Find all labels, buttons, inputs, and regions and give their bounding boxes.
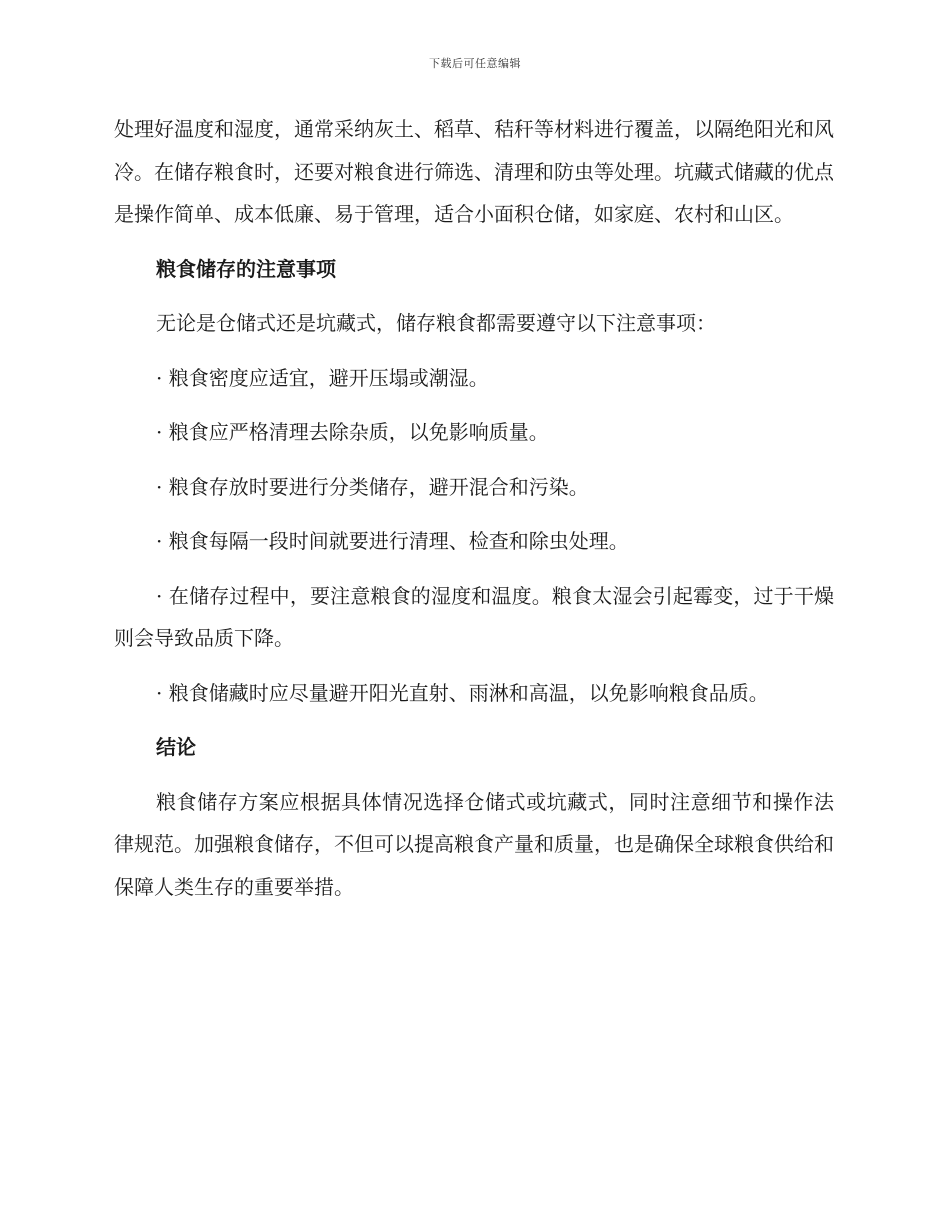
section-heading-conclusion: 结论: [156, 735, 196, 759]
notes-lead-paragraph: 无论是仓储式还是坑藏式，储存粮食都需要遵守以下注意事项：: [156, 311, 716, 335]
section-heading-notes: 粮食储存的注意事项: [156, 256, 336, 281]
list-item: · 粮食存放时要进行分类储存，避开混合和污染。: [156, 474, 589, 499]
conclusion-paragraph: 粮食储存方案应根据具体情况选择仓储式或坑藏式，同时注意细节和操作法律规范。加强粮食储存，不但可以提高粮食产量和质量，也是确保全球粮食供给和保障人类生存的重要举措。: [114, 789, 834, 899]
list-item: · 粮食密度应适宜，避开压塌或潮湿。: [156, 365, 489, 390]
document-body: [114, 108, 834, 908]
list-item: · 粮食储藏时应尽量避开阳光直射、雨淋和高温，以免影响粮食品质。: [156, 680, 769, 705]
list-item: · 在储存过程中，要注意粮食的湿度和温度。粮食太湿会引起霉变，过于干燥则会导致品质下降。: [114, 583, 834, 650]
list-item: · 粮食每隔一段时间就要进行清理、检查和除虫处理。: [156, 529, 629, 553]
list-item: · 粮食应严格清理去除杂质，以免影响质量。: [156, 420, 549, 444]
intro-paragraph: 处理好温度和湿度，通常采纳灰土、稻草、秸秆等材料进行覆盖，以隔绝阳光和风冷。在储存粮食时，还要对粮食进行筛选、清理和防虫等处理。坑藏式储藏的优点是操作简单、成本低廉、易于管理，适合小面积仓储，如家庭、农村和山区。: [114, 117, 834, 226]
page-header: 下载后可任意编辑: [429, 57, 521, 70]
